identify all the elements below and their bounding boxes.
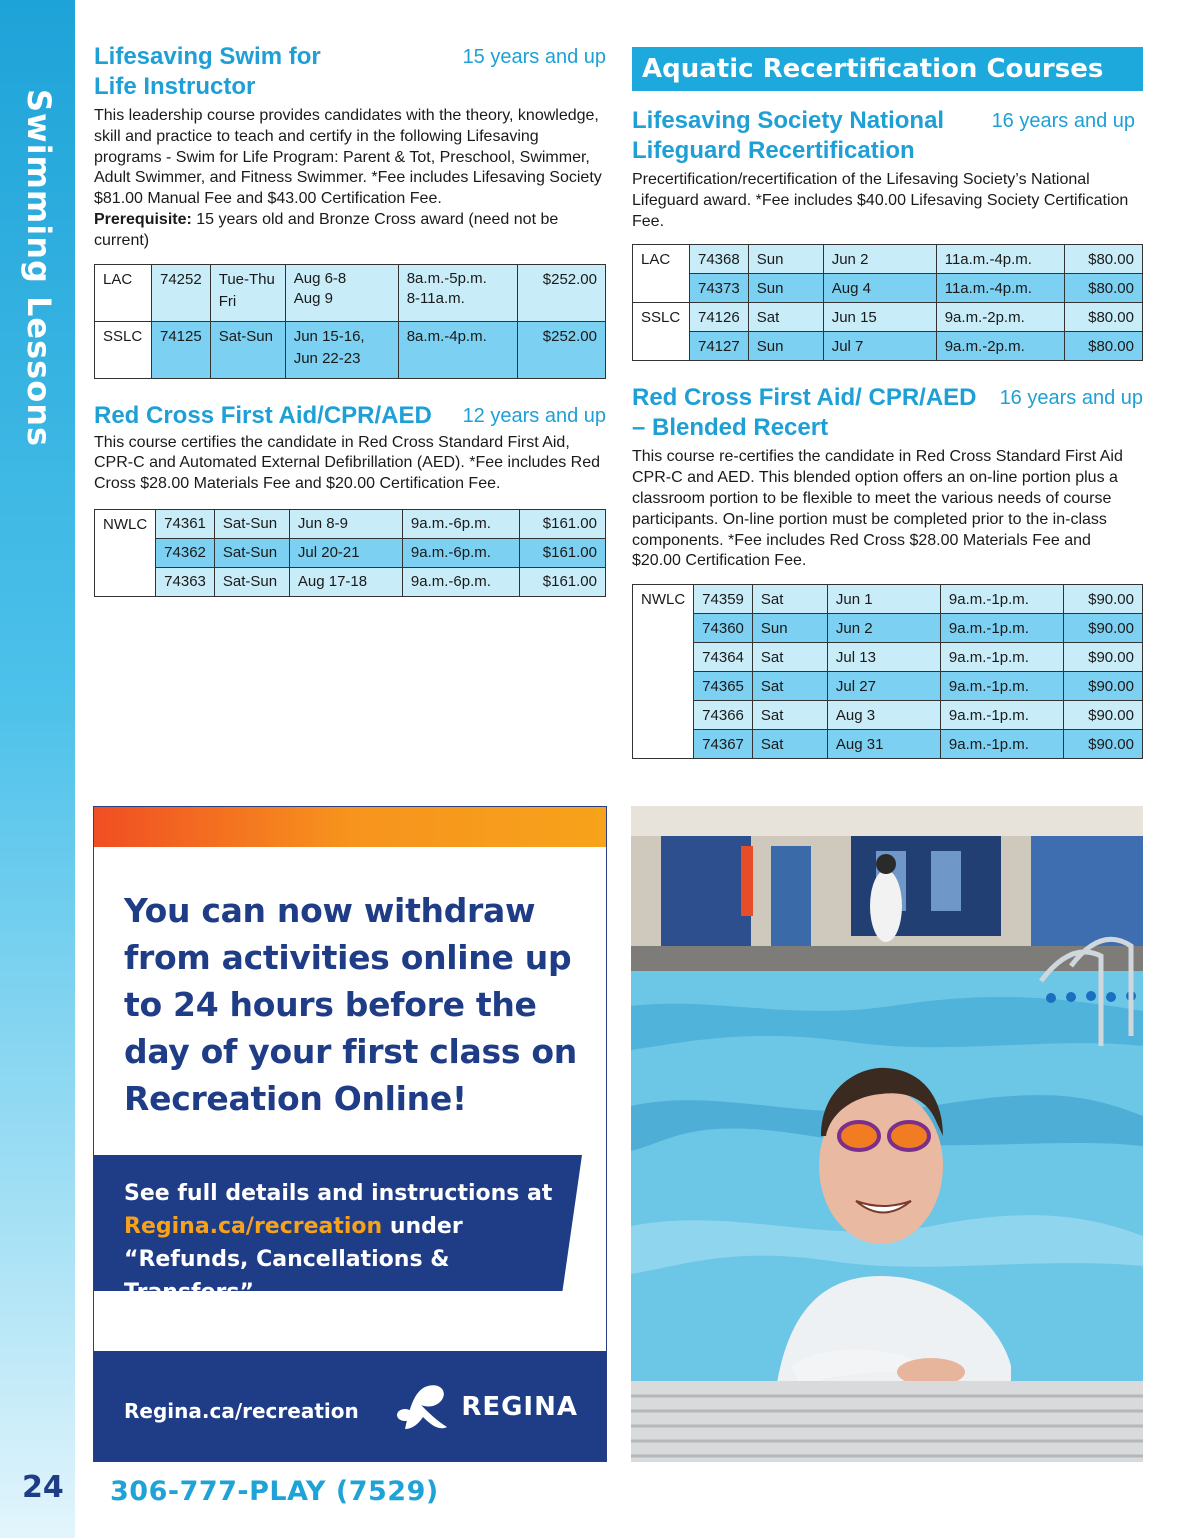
regina-logo: REGINA	[395, 1381, 578, 1433]
ad-orange-stripe	[94, 807, 606, 847]
schedule-table	[94, 264, 606, 379]
schedule-table	[632, 584, 1143, 759]
course-title: Lifesaving Society National Lifeguard Recertification	[632, 107, 945, 164]
sidebar	[0, 0, 75, 1538]
course-blended-recert-header	[632, 383, 1143, 443]
prerequisite: Prerequisite: 15 years old and Bronze Cross award (need not be current)	[94, 210, 559, 249]
table-row[interactable]: LAC 74368 Sun Jun 2 11a.m.-4p.m. $80.00	[633, 245, 1143, 274]
table-row[interactable]: SSLC 74126 Sat Jun 15 9a.m.-2p.m. $80.00	[633, 303, 1143, 332]
table-row[interactable]: 74363 Sat-Sun Aug 17-18 9a.m.-6p.m. $161.00	[95, 567, 606, 596]
schedule-table	[94, 509, 606, 597]
age-label: 15 years and up	[462, 46, 606, 68]
table-row[interactable]: LAC 74252 Tue-Thu Fri Aug 6-8 Aug 9 8a.m.-5p.m. 8-11a.m. $252.00	[95, 264, 606, 321]
regina-recreation-link[interactable]: Regina.ca/recreation	[124, 1214, 383, 1239]
age-label: 16 years and up	[999, 387, 1143, 410]
course-description: This course certifies the candidate in Red Cross Standard First Aid, CPR-C and Automated External Defibrillation (AED). *Fee includes Red Cross $28.00 Materials Fee and $20.00 Certification Fee.	[94, 433, 601, 493]
age-label: 12 years and up	[462, 404, 606, 427]
table-row[interactable]: 74367 Sat Aug 31 9a.m.-1p.m. $90.00	[633, 730, 1143, 759]
ad-headline: You can now withdraw from activities online up to 24 hours before the day of your first class on Recreation Online!	[124, 891, 577, 1118]
course-description: This leadership course provides candidates with the theory, knowledge, skill and practice to teach and certify in the following Lifesaving programs - Swim for Life Program: Parent & Tot, Preschool, Swimmer, Adult Swimmer, and Fitness Swimmer. *Fee includes Lifesaving Society $81.00 Manual Fee and $43.00 Certification Fee. Prerequisite: 15 years old and Bronze Cross award (need not be current)	[94, 106, 606, 252]
regina-r-icon	[395, 1381, 451, 1433]
table-row[interactable]: NWLC 74359 Sat Jun 1 9a.m.-1p.m. $90.00	[633, 585, 1143, 614]
table-row[interactable]: SSLC 74125 Sat-Sun Jun 15-16, Jun 22-23 8a.m.-4p.m. $252.00	[95, 321, 606, 378]
course-title: Red Cross First Aid/ CPR/AED – Blended Recert	[632, 384, 977, 442]
course-first-aid-header	[94, 401, 606, 431]
pool-scene-illustration	[631, 806, 1143, 1462]
section-title: Swimming Lessons	[20, 88, 58, 448]
table-row[interactable]: NWLC 74361 Sat-Sun Jun 8-9 9a.m.-6p.m. $161.00	[95, 509, 606, 538]
table-row[interactable]: 74364 Sat Jul 13 9a.m.-1p.m. $90.00	[633, 643, 1143, 672]
phone-number: 306-777-PLAY (7529)	[110, 1476, 439, 1507]
course-description: This course re-certifies the candidate in Red Cross Standard First Aid CPR-C and AED. This blended option offers an on-line portion plus a classroom portion to be flexible to meet the various needs of course participants. On-line portion must be completed prior to the in-class components. *Fee includes Red Cross $28.00 Materials Fee and $20.00 Certification Fee.	[632, 448, 1123, 570]
ad-footer	[94, 1351, 606, 1461]
schedule-table	[632, 244, 1143, 361]
section-banner: Aquatic Recertification Courses	[632, 47, 1143, 91]
swimmer-photo	[631, 806, 1143, 1462]
page-number: 24	[22, 1470, 64, 1505]
table-row[interactable]: 74365 Sat Jul 27 9a.m.-1p.m. $90.00	[633, 672, 1143, 701]
course-lifesaving-instructor-header	[94, 42, 606, 102]
course-lifeguard-recert-header	[632, 106, 1143, 166]
table-row[interactable]: 74373 Sun Aug 4 11a.m.-4p.m. $80.00	[633, 274, 1143, 303]
ad-footer-url[interactable]: Regina.ca/recreation	[124, 1399, 359, 1423]
course-title: Red Cross First Aid/CPR/AED	[94, 401, 432, 429]
ad-info-text: See full details and instructions at Regina.ca/recreation under “Refunds, Cancellations & Transfers”.	[124, 1181, 553, 1305]
right-column	[632, 106, 1143, 759]
course-title: Lifesaving Swim for Life Instructor	[94, 43, 321, 100]
table-row[interactable]: 74362 Sat-Sun Jul 20-21 9a.m.-6p.m. $161.00	[95, 538, 606, 567]
course-description: Precertification/recertification of the Lifesaving Society’s National Lifeguard award. *Fee includes $40.00 Lifesaving Society Certification Fee.	[632, 171, 1129, 230]
table-row[interactable]: 74360 Sun Jun 2 9a.m.-1p.m. $90.00	[633, 614, 1143, 643]
left-column	[94, 42, 606, 597]
withdraw-online-ad	[93, 806, 607, 1462]
table-row[interactable]: 74366 Sat Aug 3 9a.m.-1p.m. $90.00	[633, 701, 1143, 730]
table-row[interactable]: 74127 Sun Jul 7 9a.m.-2p.m. $80.00	[633, 332, 1143, 361]
age-label: 16 years and up	[991, 110, 1135, 132]
